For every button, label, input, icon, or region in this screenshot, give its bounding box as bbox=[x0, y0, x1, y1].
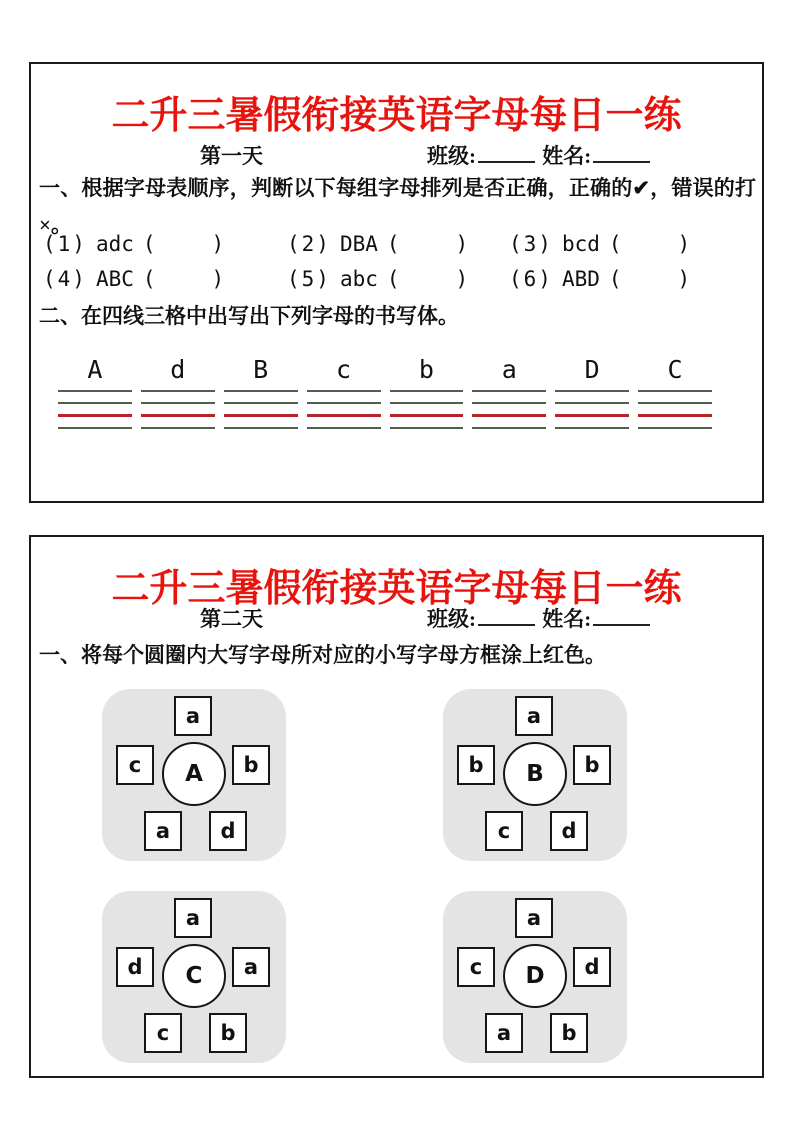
close-paren: ) bbox=[455, 267, 469, 291]
judgment-item-3 bbox=[509, 232, 754, 256]
box-letter: b bbox=[243, 753, 259, 777]
box-letter: a bbox=[155, 819, 171, 843]
item-number: (5) bbox=[287, 267, 331, 291]
answer-blank[interactable] bbox=[609, 267, 690, 291]
letter-box-bottom-left[interactable] bbox=[485, 811, 523, 851]
answer-blank[interactable] bbox=[387, 267, 468, 291]
class-blank[interactable] bbox=[478, 606, 535, 626]
close-paren: ) bbox=[455, 232, 469, 256]
item-number: (6) bbox=[509, 267, 553, 291]
judgment-item-5 bbox=[287, 267, 509, 291]
header-row bbox=[31, 140, 762, 170]
question1-heading: 一、根据字母表顺序，判断以下每组字母排列是否正确，正确的✔，错误的打×。 bbox=[39, 176, 756, 237]
close-paren: ) bbox=[677, 267, 691, 291]
four-line-grid[interactable] bbox=[638, 390, 712, 429]
model-letter: B bbox=[253, 355, 269, 384]
item-number: (3) bbox=[509, 232, 553, 256]
open-paren: ( bbox=[142, 232, 156, 256]
letter-box-bottom-right[interactable] bbox=[209, 811, 247, 851]
name-blank[interactable] bbox=[593, 606, 650, 626]
four-line-grid[interactable] bbox=[555, 390, 629, 429]
uppercase-circle bbox=[162, 742, 226, 806]
box-letter: b bbox=[561, 1021, 577, 1045]
uppercase-circle bbox=[162, 944, 226, 1008]
judgment-item-4 bbox=[43, 267, 287, 291]
judgment-item-1 bbox=[43, 232, 287, 256]
close-paren: ) bbox=[211, 232, 225, 256]
answer-blank[interactable] bbox=[143, 232, 224, 256]
box-letter: c bbox=[128, 753, 142, 777]
name-label: 姓名: bbox=[542, 607, 592, 631]
letter-box-right[interactable] bbox=[573, 745, 611, 785]
uppercase-circle bbox=[503, 742, 567, 806]
letter-card-D bbox=[443, 891, 627, 1063]
letter-box-bottom-left[interactable] bbox=[485, 1013, 523, 1053]
name-label: 姓名: bbox=[542, 144, 592, 168]
letter-box-left[interactable] bbox=[116, 947, 154, 987]
model-letter: c bbox=[336, 355, 352, 384]
writing-cell-c bbox=[307, 354, 381, 429]
class-name-fields bbox=[427, 603, 652, 633]
four-line-grid[interactable] bbox=[307, 390, 381, 429]
letter-box-top[interactable] bbox=[515, 898, 553, 938]
model-letter: a bbox=[501, 355, 517, 384]
class-name-fields bbox=[427, 140, 652, 170]
name-blank[interactable] bbox=[593, 143, 650, 163]
answer-blank[interactable] bbox=[143, 267, 224, 291]
close-paren: ) bbox=[211, 267, 225, 291]
circle-letter: A bbox=[185, 761, 203, 787]
item-letters: adc bbox=[95, 232, 134, 256]
open-paren: ( bbox=[386, 232, 400, 256]
item-number: (2) bbox=[287, 232, 331, 256]
four-line-grid[interactable] bbox=[472, 390, 546, 429]
model-letter: d bbox=[170, 355, 186, 384]
letter-box-right[interactable] bbox=[232, 745, 270, 785]
day-label: 第一天 bbox=[200, 144, 263, 168]
item-letters: abc bbox=[339, 267, 378, 291]
item-letters: DBA bbox=[339, 232, 378, 256]
worksheet-day1 bbox=[29, 62, 764, 503]
writing-cell-d bbox=[141, 354, 215, 429]
circle-letter: D bbox=[525, 963, 545, 989]
model-letter: b bbox=[418, 355, 434, 384]
letter-box-right[interactable] bbox=[232, 947, 270, 987]
box-letter: d bbox=[127, 955, 143, 979]
letter-box-bottom-right[interactable] bbox=[550, 1013, 588, 1053]
letter-box-left[interactable] bbox=[116, 745, 154, 785]
four-line-grid[interactable] bbox=[58, 390, 132, 429]
letter-card-A bbox=[102, 689, 286, 861]
open-paren: ( bbox=[386, 267, 400, 291]
model-letter: D bbox=[584, 355, 600, 384]
box-letter: a bbox=[243, 955, 259, 979]
class-blank[interactable] bbox=[478, 143, 535, 163]
box-letter: c bbox=[469, 955, 483, 979]
letter-card-C bbox=[102, 891, 286, 1063]
box-letter: d bbox=[561, 819, 577, 843]
circle-letter: C bbox=[185, 963, 203, 989]
box-letter: d bbox=[220, 819, 236, 843]
circle-letter: B bbox=[526, 761, 544, 787]
writing-cell-b bbox=[390, 354, 464, 429]
item-letters: bcd bbox=[561, 232, 600, 256]
box-letter: a bbox=[526, 704, 542, 728]
model-letter: C bbox=[667, 355, 683, 384]
letter-card-B bbox=[443, 689, 627, 861]
letter-box-top[interactable] bbox=[174, 898, 212, 938]
box-letter: b bbox=[584, 753, 600, 777]
page-title: 二升三暑假衔接英语字母每日一练 bbox=[111, 95, 682, 137]
open-paren: ( bbox=[608, 267, 622, 291]
letter-box-bottom-right[interactable] bbox=[550, 811, 588, 851]
answer-blank[interactable] bbox=[609, 232, 690, 256]
uppercase-circle bbox=[503, 944, 567, 1008]
box-letter: a bbox=[496, 1021, 512, 1045]
writing-cell-a bbox=[472, 354, 546, 429]
writing-cell-C bbox=[638, 354, 712, 429]
writing-cell-D bbox=[555, 354, 629, 429]
worksheet-day2 bbox=[29, 535, 764, 1078]
item-number: (4) bbox=[43, 267, 87, 291]
day-label: 第二天 bbox=[200, 607, 263, 631]
close-paren: ) bbox=[677, 232, 691, 256]
letter-box-top[interactable] bbox=[174, 696, 212, 736]
question2-heading: 二、在四线三格中出写出下列字母的书写体。 bbox=[39, 304, 459, 328]
letter-box-right[interactable] bbox=[573, 947, 611, 987]
box-letter: a bbox=[185, 906, 201, 930]
letter-box-bottom-left[interactable] bbox=[144, 1013, 182, 1053]
letter-box-left[interactable] bbox=[457, 947, 495, 987]
letter-box-left[interactable] bbox=[457, 745, 495, 785]
class-label: 班级: bbox=[427, 607, 476, 631]
item-number: (1) bbox=[43, 232, 87, 256]
letter-box-top[interactable] bbox=[515, 696, 553, 736]
class-label: 班级: bbox=[427, 144, 476, 168]
writing-cell-B bbox=[224, 354, 298, 429]
box-letter: c bbox=[497, 819, 511, 843]
writing-cell-A bbox=[58, 354, 132, 429]
page-title: 二升三暑假衔接英语字母每日一练 bbox=[111, 568, 682, 610]
model-letter: A bbox=[87, 355, 103, 384]
four-line-grid[interactable] bbox=[390, 390, 464, 429]
answer-blank[interactable] bbox=[387, 232, 468, 256]
letter-box-bottom-right[interactable] bbox=[209, 1013, 247, 1053]
box-letter: a bbox=[526, 906, 542, 930]
judgment-item-6 bbox=[509, 267, 754, 291]
judgment-row-2 bbox=[43, 267, 754, 291]
box-letter: c bbox=[156, 1021, 170, 1045]
box-letter: b bbox=[468, 753, 484, 777]
open-paren: ( bbox=[608, 232, 622, 256]
four-line-grid[interactable] bbox=[224, 390, 298, 429]
box-letter: b bbox=[220, 1021, 236, 1045]
box-letter: d bbox=[584, 955, 600, 979]
item-letters: ABC bbox=[95, 267, 134, 291]
letter-box-bottom-left[interactable] bbox=[144, 811, 182, 851]
judgment-row-1 bbox=[43, 232, 754, 256]
item-letters: ABD bbox=[561, 267, 600, 291]
header-row bbox=[31, 603, 762, 633]
four-line-writing-area bbox=[58, 354, 712, 429]
open-paren: ( bbox=[142, 267, 156, 291]
judgment-item-2 bbox=[287, 232, 509, 256]
box-letter: a bbox=[185, 704, 201, 728]
question1-heading: 一、将每个圆圈内大写字母所对应的小写字母方框涂上红色。 bbox=[39, 643, 606, 667]
four-line-grid[interactable] bbox=[141, 390, 215, 429]
